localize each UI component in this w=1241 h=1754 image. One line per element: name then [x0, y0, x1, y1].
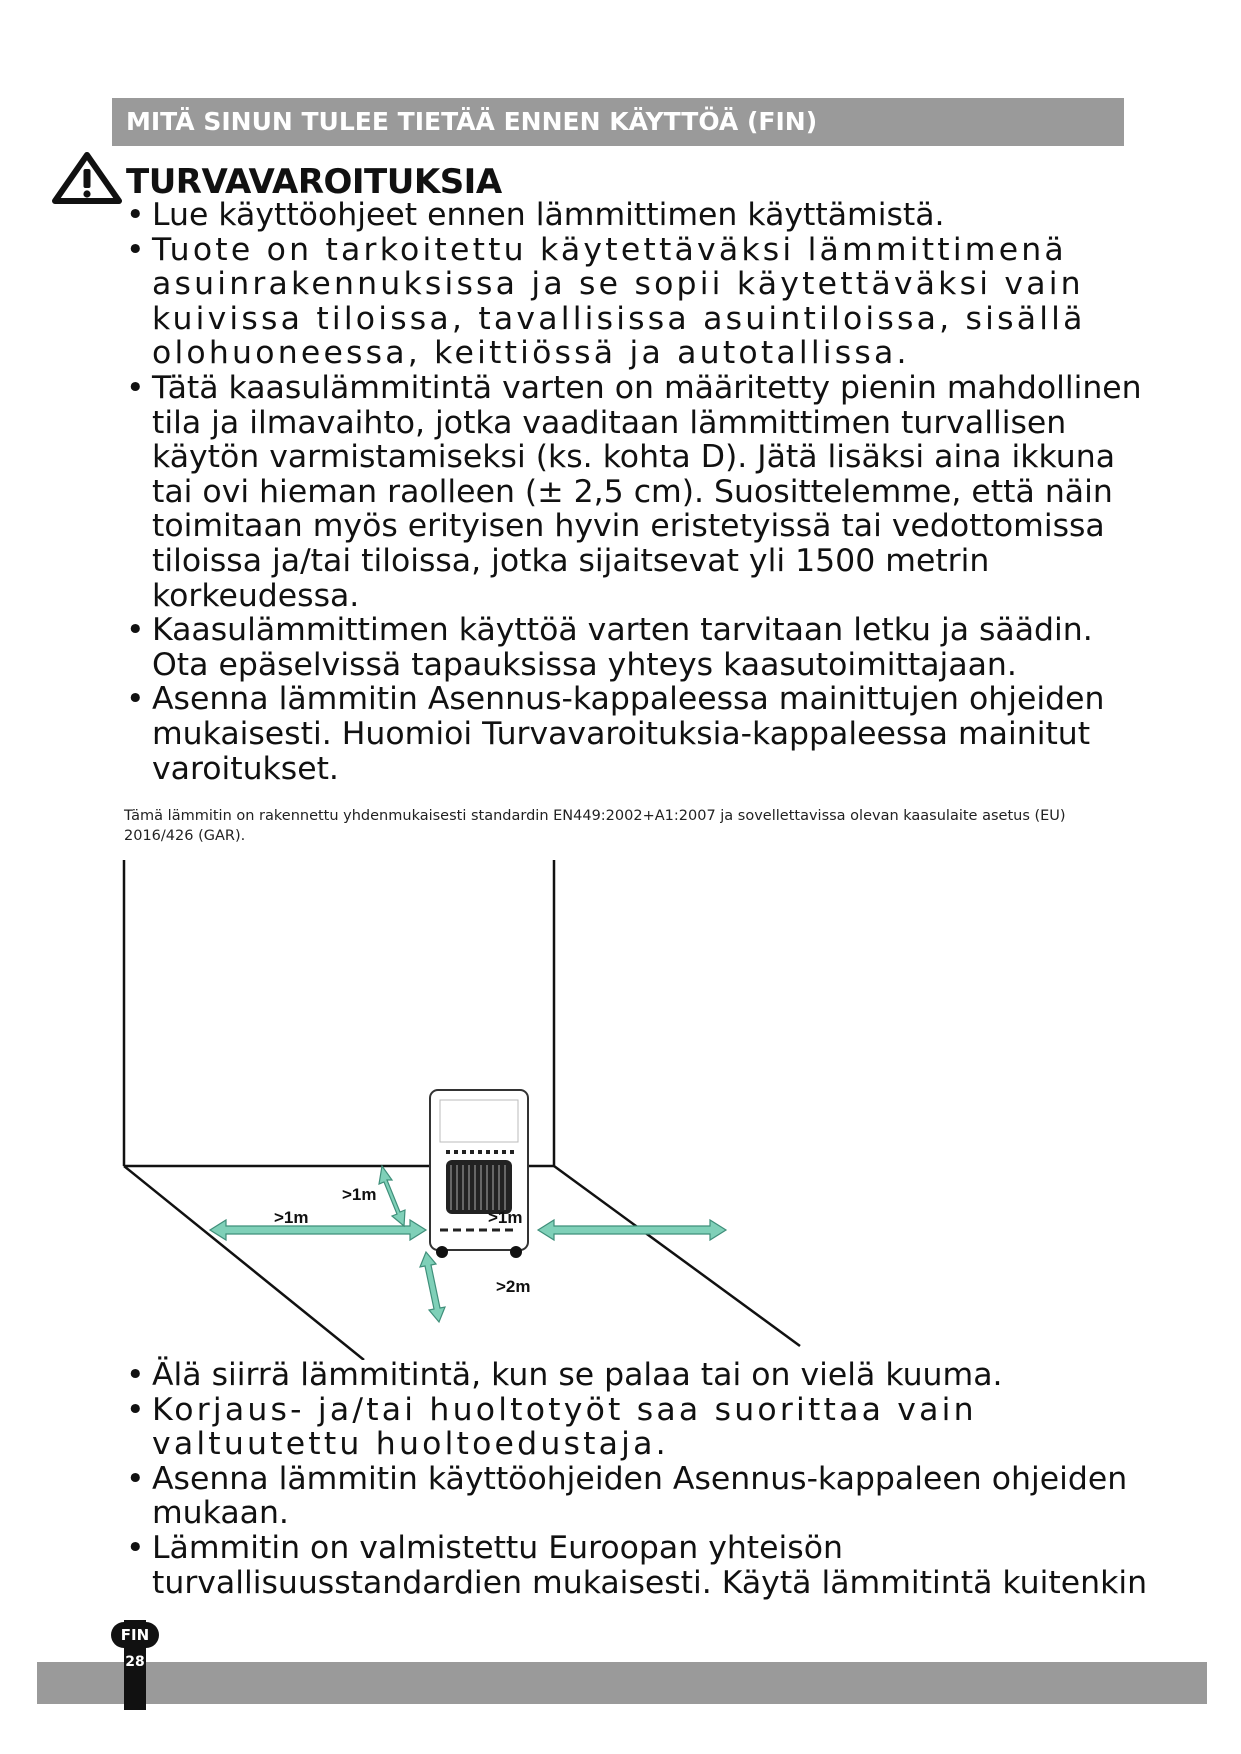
safety-warnings-title: TURVAVAROITUKSIA: [126, 162, 502, 202]
arrow-top-clearance: [379, 1166, 405, 1226]
bullet-item: • Lue käyttöohjeet ennen lämmittimen käyttämistä.: [124, 198, 1154, 233]
bullet-item: • Älä siirrä lämmitintä, kun se palaa tai on vielä kuuma.: [124, 1358, 1154, 1393]
language-badge: FIN: [111, 1622, 159, 1648]
floor-right-line: [554, 1166, 800, 1346]
section-header-bar: MITÄ SINUN TULEE TIETÄÄ ENNEN KÄYTTÖÄ (FIN): [112, 98, 1124, 146]
bullet-item: • Kaasulämmittimen käyttöä varten tarvitaan letku ja säädin. Ota epäselvissä tapauksissa yhteys kaasutoimittajaan.: [124, 613, 1154, 682]
bullet-item: • Asenna lämmitin Asennus-kappaleessa mainittujen ohjeiden mukaisesti. Huomioi Turvavaroituksia-kappaleessa mainitut varoitukset.: [124, 682, 1154, 786]
footer-bar: [37, 1662, 1207, 1704]
floor-left-line: [124, 1166, 364, 1360]
clearance-diagram: [110, 860, 830, 1360]
label-front-clearance: >2m: [496, 1277, 531, 1296]
label-right-clearance: >1m: [488, 1208, 523, 1227]
heater-illustration: [430, 1090, 528, 1258]
label-top-clearance: >1m: [342, 1185, 377, 1204]
bullet-item: • Tätä kaasulämmitintä varten on määritetty pienin mahdollinen tila ja ilmavaihto, jotka vaaditaan lämmittimen turvallisen käytön varmistamiseksi (ks. kohta D). Jätä lisäksi aina ikkuna tai ovi hieman raolleen (± 2,5 cm). Suosittelemme, että näin toimitaan myös erityisen hyvin eristetyissä tai vedottomissa tiloissa ja/tai tiloissa, jotka sijaitsevat yli 1500 metrin korkeudessa.: [124, 371, 1154, 613]
bullet-item: • Tuote on tarkoitettu käytettäväksi lämmittimenä asuinrakennuksissa ja se sopii käytettäväksi vain kuivissa tiloissa, tavallisissa asuintiloissa, sisällä olohuoneessa, keittiössä ja autotallissa.: [124, 233, 1154, 371]
label-left-clearance: >1m: [274, 1208, 309, 1227]
standard-compliance-note: Tämä lämmitin on rakennettu yhdenmukaisesti standardin EN449:2002+A1:2007 ja sovellettavissa olevan kaasulaite asetus (EU) 2016/426 (GAR).: [124, 808, 1066, 844]
bullet-item: • Lämmitin on valmistettu Euroopan yhteisön turvallisuusstandardien mukaisesti. Käytä lämmitintä kuitenkin: [124, 1531, 1154, 1600]
safety-bullet-list: [124, 198, 1154, 786]
arrow-left-clearance: [210, 1220, 426, 1240]
arrow-front-clearance: [420, 1252, 445, 1322]
page-number: 28: [125, 1654, 145, 1670]
bullet-item: • Asenna lämmitin käyttöohjeiden Asennus-kappaleen ohjeiden mukaan.: [124, 1462, 1154, 1531]
bullet-item: • Korjaus- ja/tai huoltotyöt saa suorittaa vain valtuutettu huoltoedustaja.: [124, 1393, 1154, 1462]
safety-bullet-list-2: [124, 1358, 1154, 1600]
warning-triangle-icon: [52, 152, 122, 204]
